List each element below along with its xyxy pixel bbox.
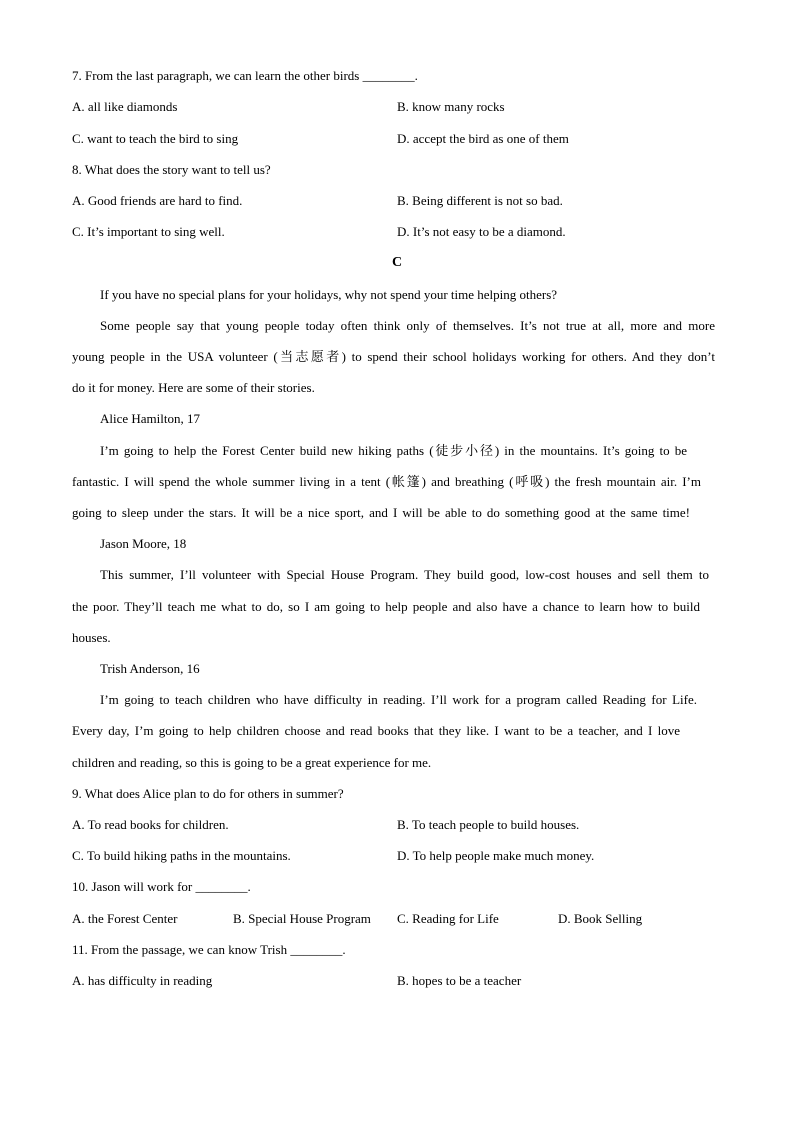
alice-paragraph-line-3: going to sleep under the stars. It will be a nice sport, and I will be able to do something good at the same time!: [72, 505, 690, 520]
question-9-option-c: C. To build hiking paths in the mountains.: [72, 848, 291, 863]
question-8-stem: 8. What does the story want to tell us?: [72, 162, 271, 177]
passage-paragraph-1-line-1: Some people say that young people today often think only of themselves. It’s not true at all, more and more: [100, 318, 715, 333]
question-8-option-b: B. Being different is not so bad.: [397, 193, 563, 208]
question-10-option-d: D. Book Selling: [558, 911, 643, 926]
question-10-option-b: B. Special House Program: [233, 911, 371, 926]
trish-name: Trish Anderson, 16: [100, 661, 200, 676]
section-heading: C: [391, 255, 403, 270]
trish-paragraph-line-2: Every day, I’m going to help children choose and read books that they like. I want to be a teacher, and I love: [72, 723, 680, 738]
question-10-option-c: C. Reading for Life: [397, 911, 499, 926]
question-8-option-a: A. Good friends are hard to find.: [72, 193, 243, 208]
question-7-option-c: C. want to teach the bird to sing: [72, 131, 239, 146]
question-11-stem: 11. From the passage, we can know Trish ________.: [72, 942, 346, 957]
jason-paragraph-line-2: the poor. They’ll teach me what to do, so I am going to help people and also have a chance to learn how to build: [72, 599, 700, 614]
alice-paragraph-line-1: I’m going to help the Forest Center build new hiking paths (徒步小径) in the mountains. It’s going to be: [100, 443, 687, 458]
passage-intro: If you have no special plans for your holidays, why not spend your time helping others?: [100, 287, 558, 302]
question-9-option-d: D. To help people make much money.: [397, 848, 595, 863]
question-7-stem: 7. From the last paragraph, we can learn the other birds ________.: [72, 68, 418, 83]
jason-paragraph-line-3: houses.: [72, 630, 111, 645]
question-10-stem: 10. Jason will work for ________.: [72, 879, 251, 894]
question-9-option-a: A. To read books for children.: [72, 817, 229, 832]
alice-name: Alice Hamilton, 17: [100, 411, 201, 426]
question-7-option-a: A. all like diamonds: [72, 99, 178, 114]
trish-paragraph-line-3: children and reading, so this is going to be a great experience for me.: [72, 755, 432, 770]
jason-name: Jason Moore, 18: [100, 536, 187, 551]
question-7-option-b: B. know many rocks: [397, 99, 505, 114]
question-11-option-b: B. hopes to be a teacher: [397, 973, 522, 988]
question-11-option-a: A. has difficulty in reading: [72, 973, 213, 988]
jason-paragraph-line-1: This summer, I’ll volunteer with Special House Program. They build good, low-cost houses and sell them to: [100, 567, 709, 582]
question-9-stem: 9. What does Alice plan to do for others in summer?: [72, 786, 344, 801]
passage-paragraph-1-line-2: young people in the USA volunteer (当志愿者) to spend their school holidays working for others. And they don’t: [72, 349, 715, 364]
alice-paragraph-line-2: fantastic. I will spend the whole summer living in a tent (帐篷) and breathing (呼吸) the fresh mountain air. I’m: [72, 474, 701, 489]
passage-paragraph-1-line-3: do it for money. Here are some of their stories.: [72, 380, 315, 395]
question-10-option-a: A. the Forest Center: [72, 911, 178, 926]
question-9-option-b: B. To teach people to build houses.: [397, 817, 580, 832]
question-8-option-d: D. It’s not easy to be a diamond.: [397, 224, 566, 239]
question-7-option-d: D. accept the bird as one of them: [397, 131, 569, 146]
trish-paragraph-line-1: I’m going to teach children who have difficulty in reading. I’ll work for a program called Reading for Life.: [100, 692, 697, 707]
question-8-option-c: C. It’s important to sing well.: [72, 224, 225, 239]
